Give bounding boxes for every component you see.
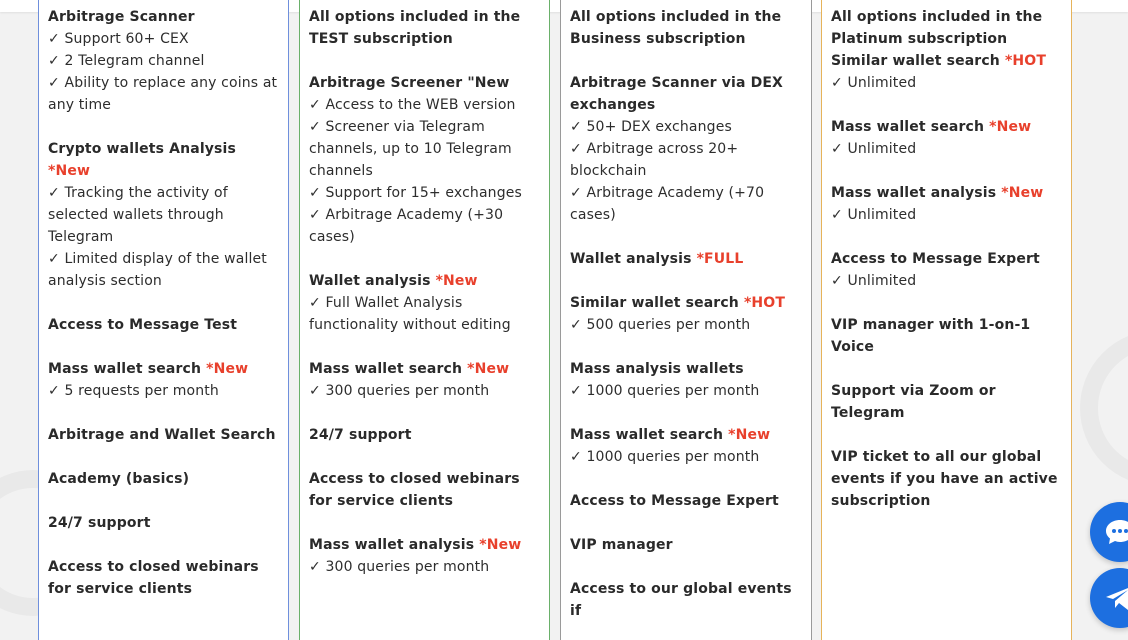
feature-section xyxy=(831,314,1063,358)
feature-title xyxy=(48,556,280,600)
feature-section xyxy=(309,468,541,512)
feature-title-text: Mass wallet analysis xyxy=(309,537,480,553)
feature-title-text: Access to closed webinars for service clients xyxy=(48,559,259,597)
feature-title xyxy=(831,6,1063,50)
feature-title-text: Arbitrage Scanner via DEX exchanges xyxy=(570,75,784,113)
feature-section xyxy=(570,72,803,226)
feature-item: ✓ 500 queries per month xyxy=(570,317,751,333)
feature-item: ✓ Arbitrage Academy (+30 cases) xyxy=(309,207,504,245)
feature-title xyxy=(831,50,1063,72)
feature-title xyxy=(570,248,803,270)
feature-section xyxy=(309,6,541,50)
feature-section xyxy=(309,358,541,402)
feature-section xyxy=(570,292,803,336)
feature-item: ✓ Unlimited xyxy=(831,75,917,91)
feature-title-text: Arbitrage Screener "New xyxy=(309,75,510,91)
background-decoration xyxy=(1080,330,1128,486)
feature-title-text: Arbitrage Scanner xyxy=(48,9,195,25)
feature-title-text: 24/7 support xyxy=(48,515,151,531)
feature-title xyxy=(570,292,803,314)
feature-title xyxy=(48,358,280,380)
chat-button[interactable] xyxy=(1090,502,1128,562)
feature-badge: *New xyxy=(728,427,771,443)
feature-title xyxy=(309,358,541,380)
feature-title-text: Wallet analysis xyxy=(570,251,697,267)
feature-title-text: Support via Zoom or Telegram xyxy=(831,383,996,421)
feature-item: ✓ 5 requests per month xyxy=(48,383,219,399)
feature-title xyxy=(309,270,541,292)
feature-title xyxy=(309,424,541,446)
feature-title-text: Mass wallet search xyxy=(831,119,990,135)
feature-title-text: Access to closed webinars for service clients xyxy=(309,471,520,509)
feature-title-text: Access to our global events if xyxy=(570,581,792,619)
feature-title xyxy=(309,534,541,556)
feature-title-text: All options included in the Platinum subscription xyxy=(831,9,1043,47)
feature-title-text: All options included in the TEST subscription xyxy=(309,9,521,47)
chat-bubble-icon xyxy=(1104,518,1128,546)
feature-badge: *HOT xyxy=(743,295,786,311)
feature-section xyxy=(831,182,1063,226)
feature-title xyxy=(831,248,1063,270)
feature-title xyxy=(570,424,803,446)
feature-title xyxy=(570,358,803,380)
feature-badge: *New xyxy=(206,361,249,377)
feature-title-text: All options included in the Business subscription xyxy=(570,9,782,47)
feature-item: ✓ 50+ DEX exchanges xyxy=(570,119,732,135)
feature-title-text: Mass wallet search xyxy=(48,361,207,377)
telegram-icon xyxy=(1104,584,1128,612)
plan-column-3 xyxy=(560,0,812,640)
feature-section xyxy=(48,556,280,600)
feature-title-text: Access to Message Expert xyxy=(570,493,779,509)
feature-section xyxy=(48,138,280,292)
feature-section xyxy=(309,424,541,446)
feature-title xyxy=(48,314,280,336)
feature-title-text: Similar wallet search xyxy=(831,53,1005,69)
feature-section xyxy=(309,72,541,248)
feature-title-text: VIP manager with 1-on-1 Voice xyxy=(831,317,1031,355)
feature-section xyxy=(831,6,1063,50)
feature-section xyxy=(831,248,1063,292)
feature-section xyxy=(570,6,803,50)
feature-section xyxy=(48,358,280,402)
feature-title xyxy=(570,534,803,556)
feature-title-text: Academy (basics) xyxy=(48,471,190,487)
feature-item: ✓ Unlimited xyxy=(831,273,917,289)
feature-item: ✓ 2 Telegram channel xyxy=(48,53,205,69)
feature-title xyxy=(48,512,280,534)
feature-title xyxy=(831,380,1063,424)
feature-item: ✓ Full Wallet Analysis functionality without editing xyxy=(309,295,511,333)
plan-column-1 xyxy=(38,0,289,640)
feature-item: ✓ Support 60+ CEX xyxy=(48,31,189,47)
feature-title xyxy=(570,578,803,622)
feature-item: ✓ Arbitrage Academy (+70 cases) xyxy=(570,185,765,223)
feature-section xyxy=(48,424,280,446)
feature-title-text: Access to Message Test xyxy=(48,317,238,333)
feature-section xyxy=(48,314,280,336)
feature-title-text: Wallet analysis xyxy=(309,273,436,289)
telegram-button[interactable] xyxy=(1090,568,1128,628)
feature-section xyxy=(831,50,1063,94)
feature-badge: *FULL xyxy=(696,251,744,267)
feature-title xyxy=(309,6,541,50)
feature-title-text: Similar wallet search xyxy=(570,295,744,311)
feature-item: ✓ Support for 15+ exchanges xyxy=(309,185,522,201)
feature-badge: *New xyxy=(479,537,522,553)
feature-section xyxy=(309,270,541,336)
feature-section xyxy=(48,512,280,534)
feature-title-text: VIP manager xyxy=(570,537,673,553)
feature-badge: *New xyxy=(989,119,1032,135)
feature-title-text: VIP ticket to all our global events if you have an active subscription xyxy=(831,449,1058,509)
feature-section xyxy=(570,358,803,402)
feature-item: ✓ Unlimited xyxy=(831,141,917,157)
feature-badge: *HOT xyxy=(1004,53,1047,69)
feature-title xyxy=(831,314,1063,358)
feature-section xyxy=(48,468,280,490)
feature-title xyxy=(309,72,541,94)
feature-title xyxy=(831,446,1063,512)
feature-item: ✓ Arbitrage across 20+ blockchain xyxy=(570,141,739,179)
feature-section xyxy=(570,248,803,270)
feature-title-text: Mass wallet analysis xyxy=(831,185,1002,201)
feature-title-text: Arbitrage and Wallet Search xyxy=(48,427,276,443)
feature-badge: *New xyxy=(467,361,510,377)
feature-section xyxy=(570,490,803,512)
feature-title xyxy=(48,138,280,182)
feature-section xyxy=(831,380,1063,424)
feature-title-text: Mass wallet search xyxy=(570,427,729,443)
feature-title xyxy=(570,490,803,512)
feature-title-text: Crypto wallets Analysis xyxy=(48,141,236,157)
plan-column-4 xyxy=(821,0,1072,640)
feature-item: ✓ 300 queries per month xyxy=(309,559,490,575)
feature-item: ✓ 1000 queries per month xyxy=(570,383,760,399)
feature-section xyxy=(831,446,1063,512)
feature-title xyxy=(570,72,803,116)
feature-title xyxy=(309,468,541,512)
feature-title-text: Mass analysis wallets xyxy=(570,361,744,377)
feature-title xyxy=(48,6,280,28)
feature-item: ✓ 300 queries per month xyxy=(309,383,490,399)
feature-item: ✓ Tracking the activity of selected wallets through Telegram xyxy=(48,185,228,245)
feature-title-text: Mass wallet search xyxy=(309,361,468,377)
feature-title xyxy=(48,468,280,490)
feature-badge: *New xyxy=(48,163,91,179)
feature-section xyxy=(309,534,541,578)
feature-item: ✓ Access to the WEB version xyxy=(309,97,516,113)
feature-item: ✓ Limited display of the wallet analysis section xyxy=(48,251,267,289)
feature-section xyxy=(570,424,803,468)
feature-title-text: 24/7 support xyxy=(309,427,412,443)
feature-badge: *New xyxy=(1001,185,1044,201)
feature-item: ✓ Unlimited xyxy=(831,207,917,223)
plan-column-2 xyxy=(299,0,550,640)
feature-section xyxy=(48,6,280,116)
feature-section xyxy=(570,578,803,622)
feature-badge: *New xyxy=(435,273,478,289)
feature-title xyxy=(48,424,280,446)
feature-item: ✓ 1000 queries per month xyxy=(570,449,760,465)
feature-section xyxy=(570,534,803,556)
feature-item: ✓ Ability to replace any coins at any time xyxy=(48,75,278,113)
feature-item: ✓ Screener via Telegram channels, up to 10 Telegram channels xyxy=(309,119,512,179)
feature-section xyxy=(831,116,1063,160)
feature-title-text: Access to Message Expert xyxy=(831,251,1040,267)
feature-title xyxy=(570,6,803,50)
feature-title xyxy=(831,182,1063,204)
feature-title xyxy=(831,116,1063,138)
